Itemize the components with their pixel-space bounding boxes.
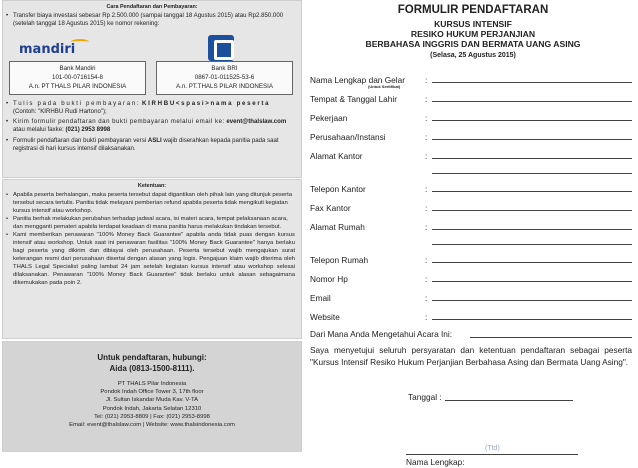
agreement-text: Saya menyetujui seluruh persyaratan dan ketentuan pendaftaran sebagai peserta "Kursus Intensif Resiko Hukum Perjanjian Berbahasa Asing dan Bermata Uang Asing". <box>310 344 632 367</box>
field-source[interactable]: Dari Mana Anda Mengetahui Acara Ini: <box>310 328 636 344</box>
contact-title: Untuk pendaftaran, hubungi: <box>97 353 207 362</box>
field-telepon-kantor[interactable]: Telepon Kantor : <box>310 181 636 200</box>
input-line[interactable] <box>432 82 632 83</box>
proof-instruction: • Tulis pada bukti pembayaran: KIRHBU<spasi>nama peserta (Contoh: "KIRHBU Rudi Hartono"); <box>3 100 301 117</box>
input-line[interactable] <box>432 229 632 230</box>
contact-panel <box>2 341 302 452</box>
certificate-hint: (Untuk Sertifikat) <box>368 83 401 89</box>
mandiri-logo-icon <box>71 39 89 45</box>
bank-holder: A.n. PT.THALS PILAR INDONESIA <box>176 82 273 90</box>
transfer-instruction: • Transfer biaya investasi sebesar Rp 2.500.000 (sampai tanggal 18 Agustus 2015) atau Rp2.850.000 (setelah tanggal 18 Agustus 2015) ke nomor rekening: <box>3 12 301 29</box>
input-line[interactable] <box>432 244 632 245</box>
input-line[interactable] <box>432 101 632 102</box>
bank-name: Bank BRI <box>211 64 238 72</box>
bank-accounts <box>3 29 301 95</box>
contact-address: PT THALS Pilar Indonesia Pondok Indah Office Tower 3, 17th floor Jl. Sultan Iskandar Muda Kav. V-TA Pondok Indah, Jakarta Selatan 12310 Tel: (021) 2953-8809 | Fax: (021) 2953-8998 Email: event@thalslaw.com | Website: www.thalsindonesia.com <box>69 381 235 429</box>
input-line[interactable] <box>432 120 632 121</box>
bank-account: 0867-01-011525-53-6 <box>194 73 255 81</box>
field-email[interactable]: Email : <box>310 290 636 309</box>
bank-name: Bank Mandiri <box>59 64 96 72</box>
field-pekerjaan[interactable]: Pekerjaan : <box>310 110 636 129</box>
input-line[interactable] <box>432 319 632 320</box>
event-date: (Selasa, 25 Agustus 2015) <box>430 51 516 59</box>
field-website[interactable]: Website : <box>310 309 636 328</box>
proof-code: KIRHBU<spasi>nama peserta <box>142 99 271 107</box>
bank-mandiri <box>9 33 146 95</box>
signature-block <box>310 368 636 468</box>
form-subtitle: KURSUS INTENSIF RESIKO HUKUM PERJANJIAN BERBAHASA INGGRIS DAN BERMATA UANG ASING <box>365 19 581 50</box>
field-alamat-kantor-line2[interactable] <box>310 167 636 181</box>
terms-panel <box>2 179 302 339</box>
bank-info-box <box>156 61 293 95</box>
bank-bri <box>156 33 293 95</box>
input-line[interactable] <box>432 191 632 192</box>
date-label: Tanggal : <box>408 391 442 402</box>
payment-panel <box>2 0 302 178</box>
input-line[interactable] <box>432 300 632 301</box>
form-fields <box>310 72 636 328</box>
field-fax-kantor[interactable]: Fax Kantor : <box>310 200 636 219</box>
terms-item: • Apabila peserta berhalangan, maka peserta tersebut dapat digantikan oleh pihak lain yang ditunjuk peserta tersebut secara tertulis. Panitia tidak melayani pemberian refund apabila peserta tidak mengikuti kegiatan kursus intensif atau workshop. <box>3 191 301 215</box>
terms-item: • Kami memberikan penawaran "100% Money Back Guarantee" apabila anda tidak puas dengan kursus intensif atau workshop. Untuk saat ini penawaran fasilitas "100% Money Back Guarantee" hanya berlaku bagi peserta yang dikirim dan dibiayai oleh perusahaan. Peserta tersebut wajib mengajukan surat keterangan resmi dari perusahaan disertai dengan alasan yang logis. Pengajuan klaim wajib diterima oleh THALS Legal Specialist paling lambat 24 jam setelah kegiatan kursus intensif atau workshop selesai dilaksanakan. Penawaran "100% Money Back Guarantee" tidak berlaku untuk alasan sebagaimana dikemukakan pada poin 2. <box>3 231 301 287</box>
mandiri-logo: mandiri <box>19 41 76 57</box>
proof-example: (Contoh: "KIRHBU Rudi Hartono"); <box>13 107 107 115</box>
event-email: event@thalslaw.com <box>226 118 287 126</box>
terms-title: Ketentuan: <box>137 183 167 189</box>
form-title: FORMULIR PENDAFTARAN <box>397 4 549 16</box>
field-tempat-tanggal-lahir[interactable]: Tempat & Tanggal Lahir : <box>310 91 636 110</box>
payment-title: Cara Pendaftaran dan Pembayaran: <box>106 4 198 10</box>
input-line[interactable] <box>432 139 632 140</box>
signature-placeholder: (Ttd) <box>485 444 500 452</box>
field-alamat-kantor[interactable]: Alamat Kantor : <box>310 148 636 167</box>
field-nomor-hp[interactable]: Nomor Hp : <box>310 271 636 290</box>
terms-item: • Panitia berhak melakukan perubahan terhadap jadwal acara, isi materi acara, tempat pelaksanaan acara, dan mengganti pemateri apabila terdapat keadaan di mana panitia harus melakukan tindakan tersebut. <box>3 215 301 231</box>
bank-info-box <box>9 61 146 95</box>
field-telepon-rumah[interactable]: Telepon Rumah : <box>310 252 636 271</box>
signature-line[interactable] <box>406 454 578 455</box>
field-alamat-rumah-line2[interactable] <box>310 238 636 252</box>
full-name-label: Nama Lengkap: <box>406 456 465 467</box>
date-line[interactable] <box>445 400 573 401</box>
input-line[interactable] <box>470 337 632 338</box>
input-line[interactable] <box>432 210 632 211</box>
contact-phone: Aida (0813-1500-8111). <box>109 364 195 373</box>
email-instruction: • Kirim formulir pendaftaran dan bukti pembayaran melalui email ke: event@thalslaw.com atau melalui faxke: (021) 2953 8998 <box>3 118 301 135</box>
field-nama[interactable]: Nama Lengkap dan Gelar (Untuk Sertifikat) : <box>310 72 636 91</box>
input-line[interactable] <box>432 281 632 282</box>
bank-account: 101-00-0716154-8 <box>52 73 103 81</box>
registration-form <box>310 0 636 467</box>
input-line[interactable] <box>432 262 632 263</box>
field-perusahaan[interactable]: Perusahaan/Instansi : <box>310 129 636 148</box>
input-line[interactable] <box>432 173 632 174</box>
input-line[interactable] <box>432 158 632 159</box>
original-form-instruction: • Formulir pendaftaran dan bukti pembayaran versi ASLI wajib diserahkan kepada panitia pada saat registrasi di hari kursus intensif dilaksanakan. <box>3 137 301 154</box>
field-alamat-rumah[interactable]: Alamat Rumah : <box>310 219 636 238</box>
bank-holder: A.n. PT THALS PILAR INDONESIA <box>28 82 127 90</box>
info-column <box>2 0 302 452</box>
fax-number: (021) 2953 8998 <box>65 126 111 134</box>
bri-logo-icon <box>208 35 234 61</box>
